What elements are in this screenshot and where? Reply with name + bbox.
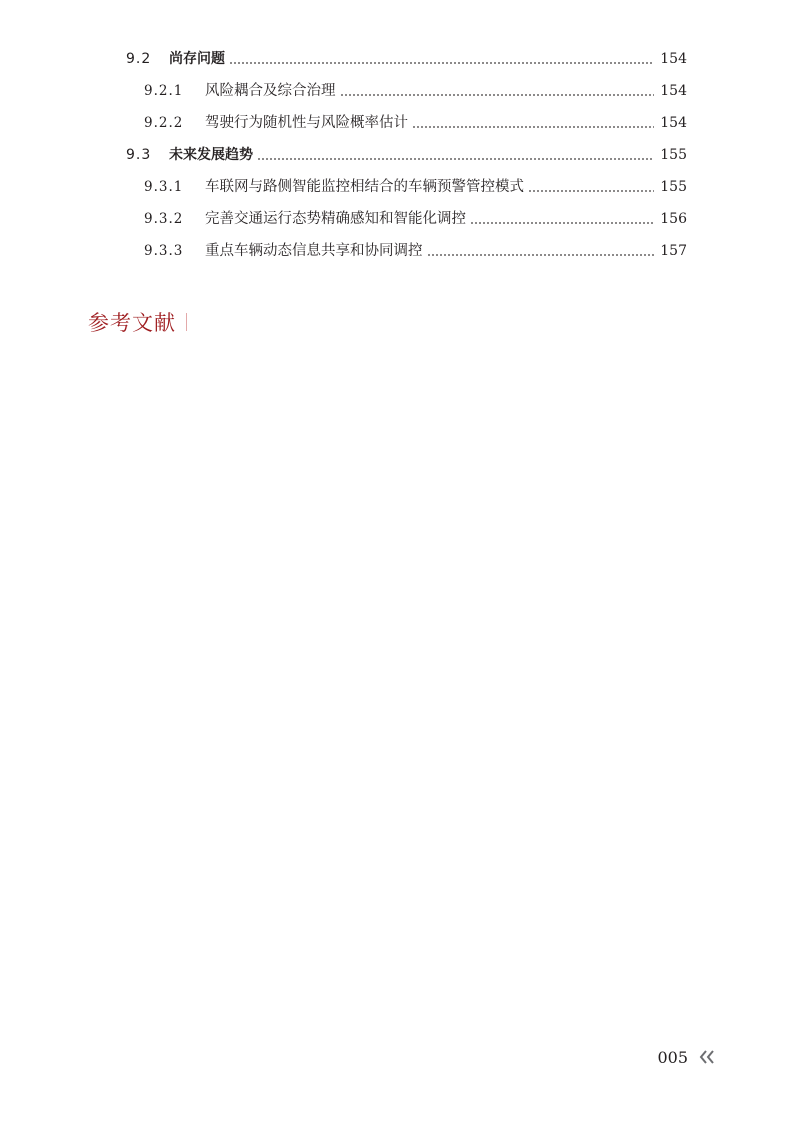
toc-entry-title: 尚存问题 xyxy=(169,51,225,67)
toc-entry[interactable] xyxy=(144,206,687,232)
toc-entry[interactable] xyxy=(126,142,687,168)
toc-entry-number: 9.2.1 xyxy=(144,83,184,99)
toc-entry-number: 9.3.3 xyxy=(144,243,184,259)
toc-entry[interactable] xyxy=(126,46,687,72)
toc-entry[interactable] xyxy=(144,78,687,104)
toc-entry-page: 157 xyxy=(660,243,687,259)
toc-entry[interactable] xyxy=(144,110,687,136)
toc-entry[interactable] xyxy=(144,238,687,264)
references-heading-text: 参考文献 xyxy=(88,311,176,335)
double-chevron-left-icon xyxy=(698,1049,716,1065)
toc-entry-title: 未来发展趋势 xyxy=(169,147,253,163)
page-number: 005 xyxy=(657,1047,688,1067)
toc-entry-title: 车联网与路侧智能监控相结合的车辆预警管控模式 xyxy=(205,179,524,195)
toc-entry-page: 156 xyxy=(660,211,687,227)
dot-leader xyxy=(229,62,654,64)
toc-entry-title: 完善交通运行态势精确感知和智能化调控 xyxy=(205,211,466,227)
references-heading[interactable] xyxy=(88,305,187,339)
toc-entry-number: 9.3.2 xyxy=(144,211,184,227)
toc-entry-page: 154 xyxy=(660,83,687,99)
toc-entry-number: 9.2.2 xyxy=(144,115,184,131)
toc-entry-title: 重点车辆动态信息共享和协同调控 xyxy=(205,243,423,259)
toc-entry-title: 驾驶行为随机性与风险概率估计 xyxy=(205,115,408,131)
page-footer xyxy=(657,1044,716,1070)
dot-leader xyxy=(257,158,654,160)
toc-entry[interactable] xyxy=(144,174,687,200)
toc-entry-number: 9.2 xyxy=(126,51,152,67)
dot-leader xyxy=(470,222,654,224)
toc-entry-page: 154 xyxy=(660,115,687,131)
toc-entry-page: 154 xyxy=(660,51,687,67)
dot-leader xyxy=(528,190,654,192)
toc-entry-number: 9.3.1 xyxy=(144,179,184,195)
dot-leader xyxy=(427,254,655,256)
toc-entry-number: 9.3 xyxy=(126,147,152,163)
dot-leader xyxy=(412,126,654,128)
heading-divider xyxy=(186,313,187,331)
toc-entry-page: 155 xyxy=(660,147,687,163)
toc-entry-title: 风险耦合及综合治理 xyxy=(205,83,336,99)
dot-leader xyxy=(340,94,655,96)
toc-entry-page: 155 xyxy=(660,179,687,195)
